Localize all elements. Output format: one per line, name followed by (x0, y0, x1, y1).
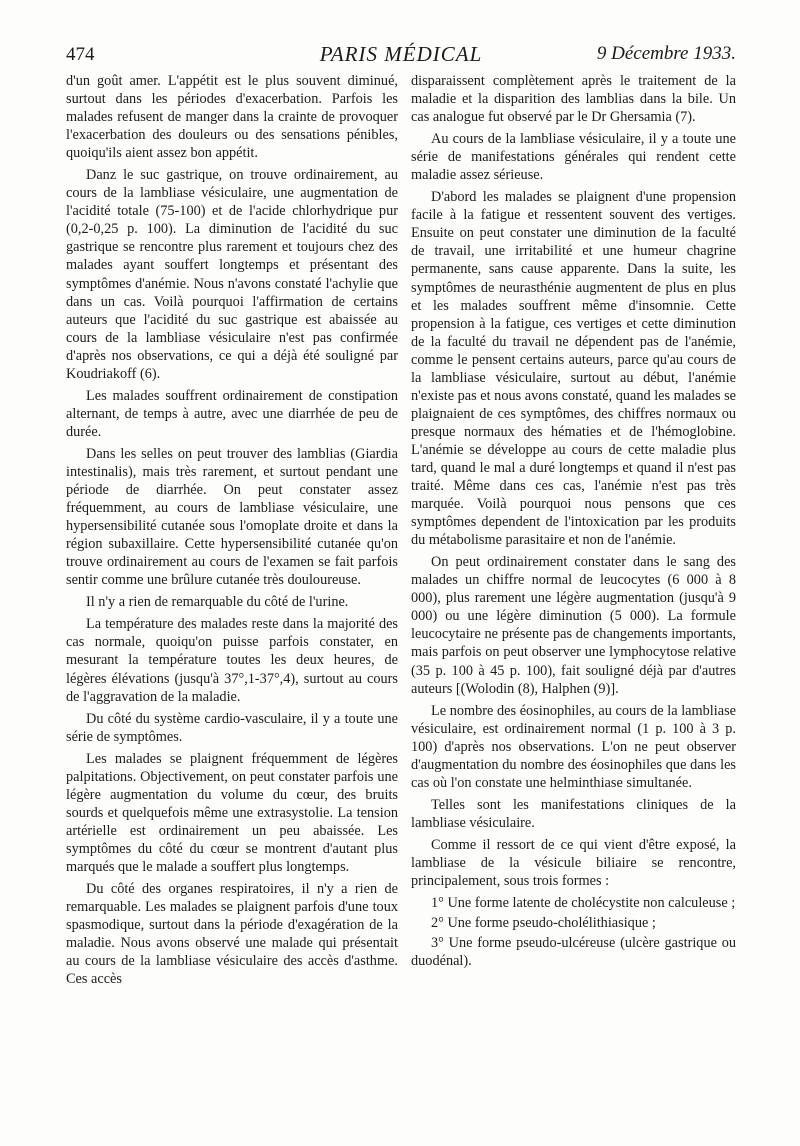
issue-date: 9 Décembre 1933. (596, 43, 736, 64)
paragraph: Du côté des organes respiratoires, il n'y a rien de remarquable. Les malades se plaignent parfois d'une toux spasmodique, surtout dans la période d'exagération de la maladie. Nous avons observé une malade qui présentait au cours de la lambliase vésiculaire des accès d'asthme. Ces accès (66, 881, 398, 988)
paragraph: Dans les selles on peut trouver des lamblias (Giardia intestinalis), mais très rarement, et surtout pendant une période de diarrhée. On peut constater assez fréquemment, au cours de lambliase vésiculaire, une hypersensibilité cutanée sous l'omoplate droite et dans la région subaxillaire. Cette hypersensibilité cutanée qu'on trouve ordinairement au cours de l'examen se fait parfois sentir comme une brûlure cutanée très douloureuse. (66, 445, 398, 589)
paragraph: Comme il ressort de ce qui vient d'être exposé, la lambliase de la vésicule biliaire se rencontre, principalement, sous trois formes : (411, 836, 736, 890)
list-item: 2° Une forme pseudo-cholélithiasique ; (431, 915, 656, 932)
paragraph: Telles sont les manifestations cliniques de la lambliase vésiculaire. (411, 796, 736, 831)
paragraph: Le nombre des éosinophiles, au cours de la lambliase vésiculaire, est ordinairement normal (1 p. 100 à 3 p. 100) d'après nos observations. L'on ne peut observer d'augmentation du nombre des éosinophiles que dans les cas où l'on constate une helminthiase simultanée. (411, 702, 736, 791)
list-item: 3° Une forme pseudo-ulcéreuse (ulcère gastrique ou duodénal). (411, 935, 736, 970)
paragraph: d'un goût amer. L'appétit est le plus souvent diminué, surtout dans les périodes d'exacerbation. Parfois les malades refusent de manger dans la crainte de provoquer l'exacerbation des douleurs ou des sensations pénibles, quoiqu'ils aient assez bon appétit. (66, 73, 398, 162)
paragraph: On peut ordinairement constater dans le sang des malades un chiffre normal de leucocytes (6 000 à 8 000), plus rarement une légère augmentation (jusqu'à 9 000) ou une légère diminution (5 000). La formule leucocytaire ne présente pas de changements importants, mais parfois on peut observer une lymphocytose relative (35 p. 100 à 45 p. 100), fait souligné déjà par d'autres auteurs [(Wolodin (8), Halphen (9)]. (411, 554, 736, 697)
paragraph: disparaissent complètement après le traitement de la maladie et la disparition des lamblias dans la bile. Un cas analogue fut observé par le Dr Ghersamia (7). (411, 73, 736, 126)
right-column (411, 72, 736, 972)
page-header (66, 34, 736, 66)
list-item: 1° Une forme latente de cholécystite non calculeuse ; (431, 895, 736, 912)
left-column (66, 72, 398, 992)
paragraph: Danz le suc gastrique, on trouve ordinairement, au cours de la lambliase vésiculaire, une augmentation de l'acidité totale (75-100) et de l'acide chlorhydrique pur (0,2-0,25 p. 100). La diminution de l'acidité du suc gastrique se rencontre plus rarement et toujours chez des malades ayant souffert longtemps et présentant des symptômes d'anémie. Nous n'avons constaté l'achylie que dans un cas. Voilà pourquoi l'affirmation de certains auteurs que l'acidité du suc gastrique est abaissée au cours de la lambliase vésiculaire n'est pas confirmée d'après nos observations, ce qui a déjà été souligné par Koudriakoff (6). (66, 167, 398, 382)
paragraph: Les malades se plaignent fréquemment de légères palpitations. Objectivement, on peut constater parfois une légère augmentation du volume du cœur, des bruits sourds et quelquefois même une extrasystolie. La tension artérielle est ordinairement un peu abaissée. Les symptômes du côté du cœur se montrent d'autant plus marqués que le malade a souffert plus longtemps. (66, 750, 398, 875)
page-number: 474 (66, 44, 95, 65)
paragraph: Au cours de la lambliase vésiculaire, il y a toute une série de manifestations générales qui rendent cette maladie assez sérieuse. (411, 131, 736, 184)
paragraph: Les malades souffrent ordinairement de constipation alternant, de temps à autre, avec une diarrhée de peu de durée. (66, 387, 398, 440)
paragraph: Il n'y a rien de remarquable du côté de l'urine. (86, 594, 349, 611)
paragraph: Du côté du système cardio-vasculaire, il y a toute une série de symptômes. (66, 710, 398, 745)
journal-title: PARIS MÉDICAL (319, 42, 483, 66)
paragraph: La température des malades reste dans la majorité des cas normale, quoiqu'on puisse parfois constater, en mesurant la température toutes les deux heures, de légères élévations (jusqu'à 37°,1-37°,4), surtout au cours de l'aggravation de la maladie. (66, 616, 398, 705)
paragraph: D'abord les malades se plaignent d'une propension facile à la fatigue et ressentent souvent des vertiges. Ensuite on peut constater une diminution de la faculté de travail, une irritabilité et une humeur chagrine permanente, sans cause apparente. Dans la suite, les symptômes de neurasthénie augmentent de plus en plus et les malades souffrent même d'insomnie. Cette propension à la fatigue, ces vertiges et cette diminution de la faculté du travail ne dépendent pas de l'anémie, comme le pensent certains auteurs, parce qu'au cours de la lambliase vésiculaire, surtout au début, l'anémie n'existe pas et nous avons constaté, quand les malades se plaignaient de ces symptômes, des chiffres normaux ou presque normaux des hématies et de l'hémoglobine. L'anémie se développe au cours de cette maladie plus tard, quand le mal a duré longtemps et quand il n'est pas traité. Même dans ces cas, l'anémie n'est pas très marquée. Voilà pourquoi nous pensons que ces symptômes dependent de l'intoxication par les produits du métabolisme parasitaire et non de l'anémie. (411, 189, 736, 549)
